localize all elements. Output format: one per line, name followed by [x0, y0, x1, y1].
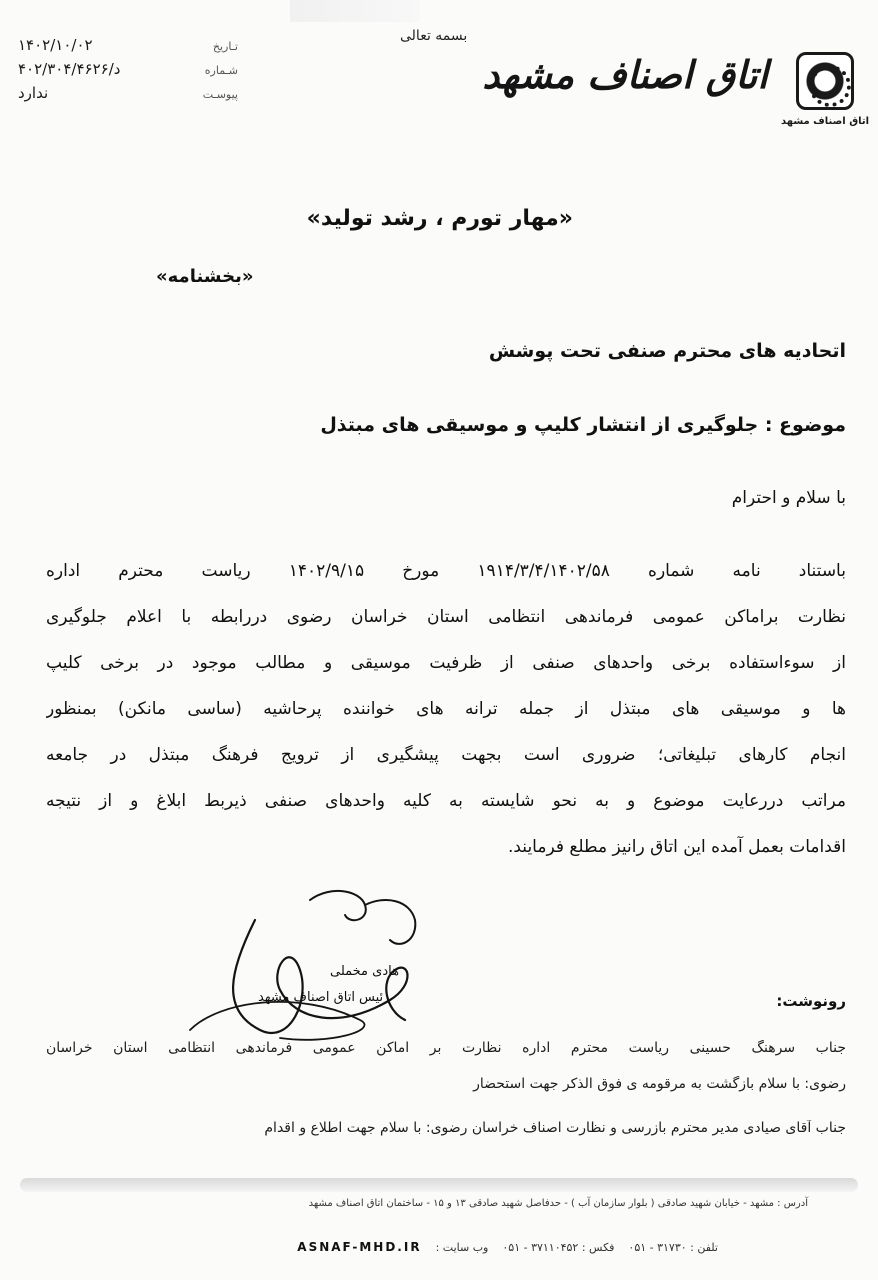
- slogan: «مهار تورم ، رشد تولید»: [306, 206, 573, 231]
- body-line: انجام کارهای تبلیغاتی؛ ضروری است بجهت پیشگیری از ترویج فرهنگ مبتذل در جامعه: [46, 745, 846, 765]
- footer-fax: فکس : ۳۷۱۱۰۴۵۲ - ۰۵۱: [502, 1241, 615, 1254]
- signatory-name: هادی مخملی: [330, 964, 399, 979]
- footer-divider: [20, 1178, 858, 1192]
- meta-date-row: [18, 36, 238, 60]
- body-line: از سوءاستفاده برخی واحدهای صنفی از ظرفیت موسیقی و مطالب موجود در برخی کلیپ: [46, 653, 846, 673]
- letter-meta: [18, 36, 238, 108]
- letter-body: [46, 548, 846, 870]
- subject-line: موضوع : جلوگیری از انتشار کلیپ و موسیقی های مبتذل: [320, 414, 846, 436]
- bismillah: بسمه تعالی: [400, 28, 468, 44]
- meta-attachment-row: [18, 84, 238, 108]
- copy-recipient-line: جناب آقای صیادی مدیر محترم بازرسی و نظارت اصناف خراسان رضوی: با سلام جهت اطلاع و اقدام: [264, 1120, 846, 1136]
- footer-website-label: وب سایت :: [435, 1241, 489, 1254]
- faded-stamp: [290, 0, 420, 22]
- copies-heading: رونوشت:: [776, 992, 846, 1010]
- signatory-title: رئیس اتاق اصناف مشهد: [258, 990, 390, 1005]
- body-line: مراتب دررعایت موضوع و به نحو شایسته به کلیه واحدهای صنفی ذیربط ابلاغ و از نتیجه: [46, 791, 846, 811]
- logo-caption: اتاق اصناف مشهد: [780, 116, 870, 127]
- meta-date-label: تـاريخ: [212, 40, 238, 53]
- meta-date-value: ۱۴۰۲/۱۰/۰۲: [18, 36, 93, 54]
- body-line: باستناد نامه شماره ۱۹۱۴/۳/۴/۱۴۰۲/۵۸ مورخ ۱۴۰۲/۹/۱۵ ریاست محترم اداره: [46, 561, 846, 581]
- footer-contact: [297, 1240, 718, 1254]
- body-line: نظارت براماکن عمومی فرماندهی انتظامی استان خراسان رضوی دررابطه با اعلام جلوگیری: [46, 607, 846, 627]
- meta-number-row: [18, 60, 238, 84]
- meta-number-label: شـماره: [204, 64, 238, 77]
- footer-website-link[interactable]: ASNAF-MHD.IR: [297, 1240, 422, 1254]
- meta-number-value: ۴۰۲/۳۰۴/د/۴۶۲۶: [18, 60, 121, 78]
- copy-recipient-line: جناب سرهنگ حسینی ریاست محترم اداره نظارت بر اماکن عمومی فرماندهی انتظامی استان خراسان: [46, 1040, 846, 1056]
- footer-address: آدرس : مشهد - خیابان شهید صادقی ( بلوار سازمان آب ) - حدفاصل شهید صادقی ۱۳ و ۱۵ - ساختمان اتاق اصناف مشهد: [308, 1198, 808, 1209]
- body-line: ها و موسیقی های مبتذل از جمله ترانه های خواننده پرحاشیه (ساسی مانکن) بمنظور: [46, 699, 846, 719]
- meta-attachment-value: ندارد: [18, 84, 49, 102]
- guild-emblem-icon: [796, 52, 854, 110]
- copy-recipient-line: رضوی: با سلام بازگشت به مرقومه ی فوق الذکر جهت استحضار: [473, 1076, 846, 1092]
- org-wordmark: اتاق اصناف مشهد: [482, 52, 768, 97]
- footer-phone: تلفن : ۳۱۷۳۰ - ۰۵۱: [628, 1241, 718, 1254]
- circular-label: «بخشنامه»: [156, 266, 254, 287]
- org-logo: [780, 52, 870, 140]
- meta-attachment-label: پيوسـت: [202, 88, 238, 101]
- body-line: اقدامات بعمل آمده این اتاق رانیز مطلع فرمایند.: [507, 837, 846, 857]
- greeting: با سلام و احترام: [731, 488, 846, 508]
- addressee: اتحادیه های محترم صنفی تحت پوشش: [488, 340, 846, 362]
